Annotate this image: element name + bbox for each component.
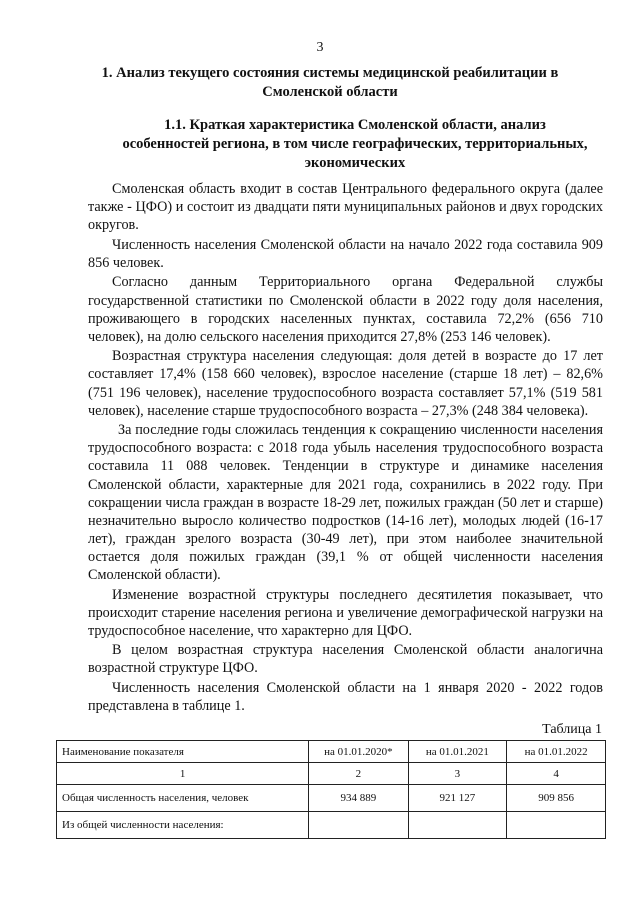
paragraph: За последние годы сложилась тенденция к сокращению численности населения трудоспособного возраста: с 2018 года убыль населения трудоспособного возраста составила 11 088 человек. Тенденции в структуре и динамике населения Смоленской области, характерные для 2021 года, сохранились в 2022 году. При сокращении числа граждан в возрасте 18-29 лет, пожилых граждан (50 лет и старше) незначительно выросло количество подростков (14-16 лет), молодых людей (16-17 лет), граждан зрелого возраста (30-49 лет), при этом наиболее значительной остается доля пожилых граждан (39,1 % от общей численности населения Смоленской области). [88, 422, 603, 583]
table-cell: Из общей численности населения: [57, 812, 309, 839]
paragraph: Численность населения Смоленской области на начало 2022 года составила 909 856 человек. [88, 236, 603, 271]
population-table [56, 740, 606, 839]
table-header-cell: на 01.01.2020* [309, 741, 408, 763]
table-header-cell: на 01.01.2022 [507, 741, 606, 763]
paragraph: В целом возрастная структура населения Смоленской области аналогична возрастной структуре ЦФО. [88, 642, 603, 677]
table-row [57, 812, 606, 839]
table-cell: 1 [57, 763, 309, 785]
table-numbering-row [57, 763, 606, 785]
table-cell: 3 [408, 763, 507, 785]
table-cell [309, 812, 408, 839]
table-cell [507, 812, 606, 839]
table-cell: Общая численность населения, человек [57, 785, 309, 812]
table-cell: 921 127 [408, 785, 507, 812]
paragraph: Смоленская область входит в состав Центрального федерального округа (далее также - ЦФО) и состоит из двадцати пяти муниципальных районов и двух городских округов. [88, 181, 603, 234]
section-heading: 1. Анализ текущего состояния системы медицинской реабилитации в Смоленской области [101, 65, 559, 100]
table-header-cell: Наименование показателя [57, 741, 309, 763]
table-cell: 4 [507, 763, 606, 785]
table-header-cell: на 01.01.2021 [408, 741, 507, 763]
table-cell: 909 856 [507, 785, 606, 812]
subsection-heading: 1.1. Краткая характеристика Смоленской области, анализ особенностей региона, в том числе географических, территориальных, экономических [122, 117, 588, 171]
body-text [88, 180, 603, 717]
paragraph: Численность населения Смоленской области на 1 января 2020 - 2022 годов представлена в таблице 1. [88, 680, 603, 715]
paragraph: Возрастная структура населения следующая: доля детей в возрасте до 17 лет составляет 17,4% (158 660 человек), взрослое население (старше 18 лет) – 82,6% (751 196 человек), население трудоспособного возраста составляет 57,1% (519 581 человек), население старше трудоспособного возраста – 27,3% (248 384 человека). [88, 348, 603, 419]
table-caption: Таблица 1 [542, 722, 602, 737]
table-cell [408, 812, 507, 839]
paragraph: Согласно данным Территориального органа Федеральной службы государственной статистики по Смоленской области в 2022 году доля населения, проживающего в городских населенных пунктах, составила 72,2% (656 710 человек), на долю сельского населения приходится 27,8% (253 146 человек). [88, 274, 603, 345]
paragraph: Изменение возрастной структуры последнего десятилетия показывает, что происходит старение населения региона и увеличение демографической нагрузки на трудоспособное население, что характерно для ЦФО. [88, 586, 603, 639]
table-header-row [57, 741, 606, 763]
table-cell: 2 [309, 763, 408, 785]
page-number: 3 [316, 40, 324, 55]
table-row [57, 785, 606, 812]
table-cell: 934 889 [309, 785, 408, 812]
